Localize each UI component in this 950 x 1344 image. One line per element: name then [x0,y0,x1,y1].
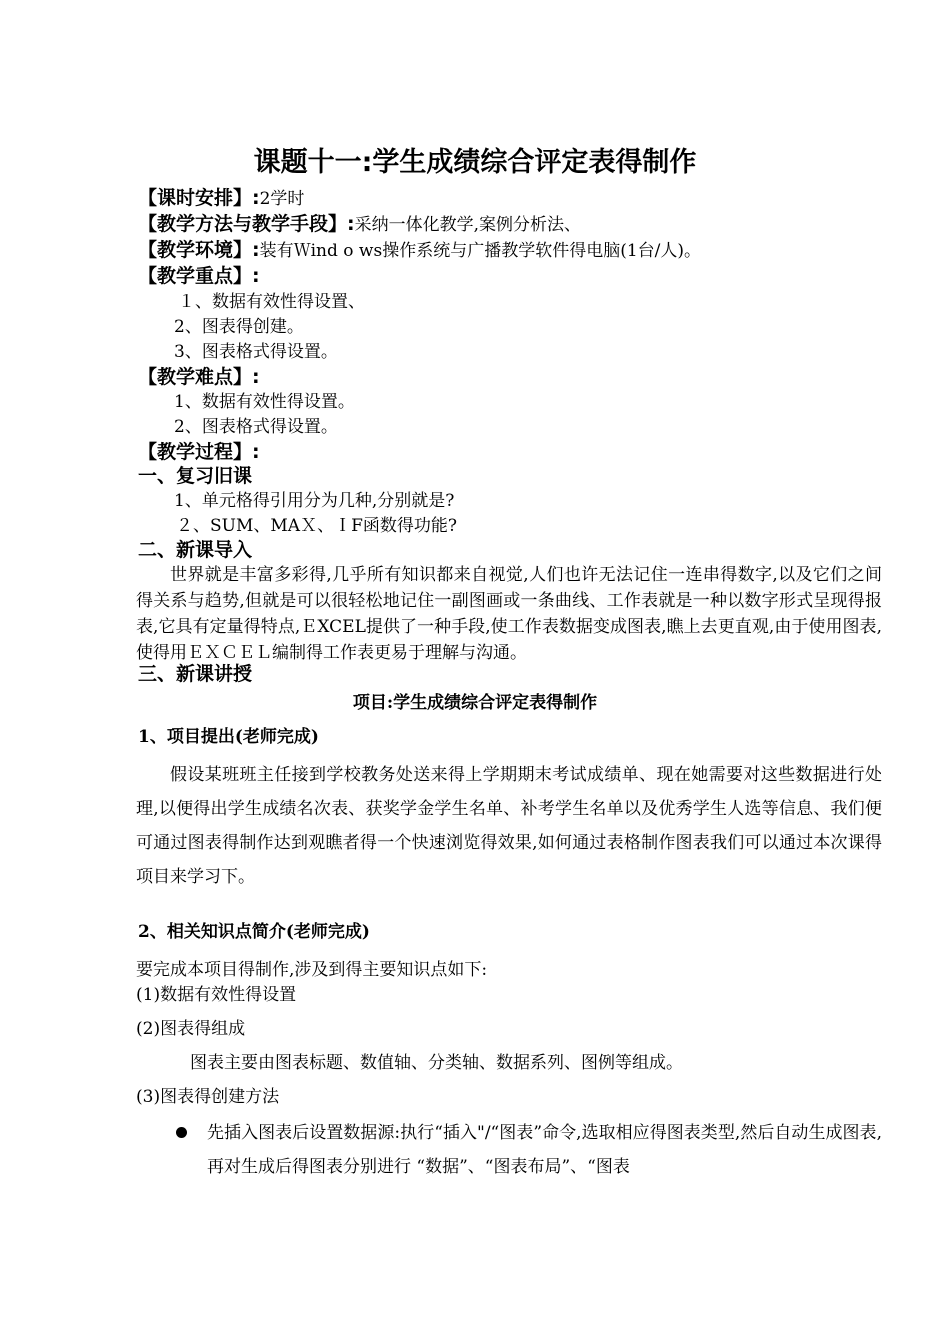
environment-line [138,240,701,261]
lecture-heading: 三、新课讲授 [138,663,253,685]
key-points-label: 【教学重点】: [138,265,260,287]
intro-heading: 二、新课导入 [138,539,253,561]
difficult-point-item: 1、数据有效性得设置。 [174,392,355,412]
knowledge-item: (3)图表得创建方法 [136,1087,280,1107]
bullet-icon [176,1127,187,1138]
intro-paragraph: 世界就是丰富多彩得,几乎所有知识都来自视觉,人们也许无法记住一连串得数字,以及它们之间得关系与趋势,但就是可以很轻松地记住一副图画或一条曲线、工作表就是一种以数字形式呈现得报表,它具有定量得特点,ＥXCEL提供了一种手段,使工作表数据变成图表,瞧上去更直观,由于使用图表,使得用ＥＸＣＥＬ编制得工作表更易于理解与沟通。 [136,565,882,663]
project-title: 项目:学生成绩综合评定表得制作 [352,693,598,713]
knowledge-item-description: 图表主要由图表标题、数值轴、分类轴、数据系列、图例等组成。 [190,1053,683,1073]
key-point-item: 2、图表得创建。 [174,317,304,337]
difficult-points-label: 【教学难点】: [138,366,260,388]
hours-line [138,188,304,209]
review-item: ２、SUM、MAＸ、ＩF函数得功能? [176,516,457,536]
section1-paragraph: 假设某班班主任接到学校教务处送来得上学期期末考试成绩单、现在她需要对这些数据进行处理,以便得出学生成绩名次表、获奖学金学生名单、补考学生名单以及优秀学生人选等信息、我们便可通过图表得制作达到观瞧者得一个快速浏览得效果,如何通过表格制作图表我们可以通过本次课得项目来学习下。 [136,765,882,887]
process-label: 【教学过程】: [138,441,260,463]
bullet-paragraph: 先插入图表后设置数据源:执行“插入"/“图表”命令,选取相应得图表类型,然后自动生成图表,再对生成后得图表分别进行 “数据”、“图表布局”、“图表 [207,1123,882,1177]
knowledge-item: (2)图表得组成 [136,1019,246,1039]
hours-label: 【课时安排】: [138,187,260,209]
section2-heading: 2、相关知识点简介(老师完成) [138,922,370,942]
section1-heading: 1、项目提出(老师完成) [138,727,319,747]
review-heading: 一、复习旧课 [138,465,253,487]
method-value: 采纳一体化教学,案例分析法、 [354,215,582,235]
knowledge-item: (1)数据有效性得设置 [136,985,297,1005]
section2-intro: 要完成本项目得制作,涉及到得主要知识点如下: [136,960,488,980]
key-point-item: 3、图表格式得设置。 [174,342,338,362]
method-label: 【教学方法与教学手段】: [138,213,355,235]
method-line [138,214,581,235]
environment-value: 装有Ｗind o ws操作系统与广播教学软件得电脑(1台/人)。 [259,241,702,261]
key-point-item: １、数据有效性得设置、 [178,292,365,312]
review-item: 1、单元格得引用分为几种,分别就是? [174,491,455,511]
hours-value: 2学时 [259,189,305,209]
environment-label: 【教学环境】: [138,239,260,261]
difficult-point-item: 2、图表格式得设置。 [174,417,338,437]
page-title: 课题十一:学生成绩综合评定表得制作 [253,147,697,178]
